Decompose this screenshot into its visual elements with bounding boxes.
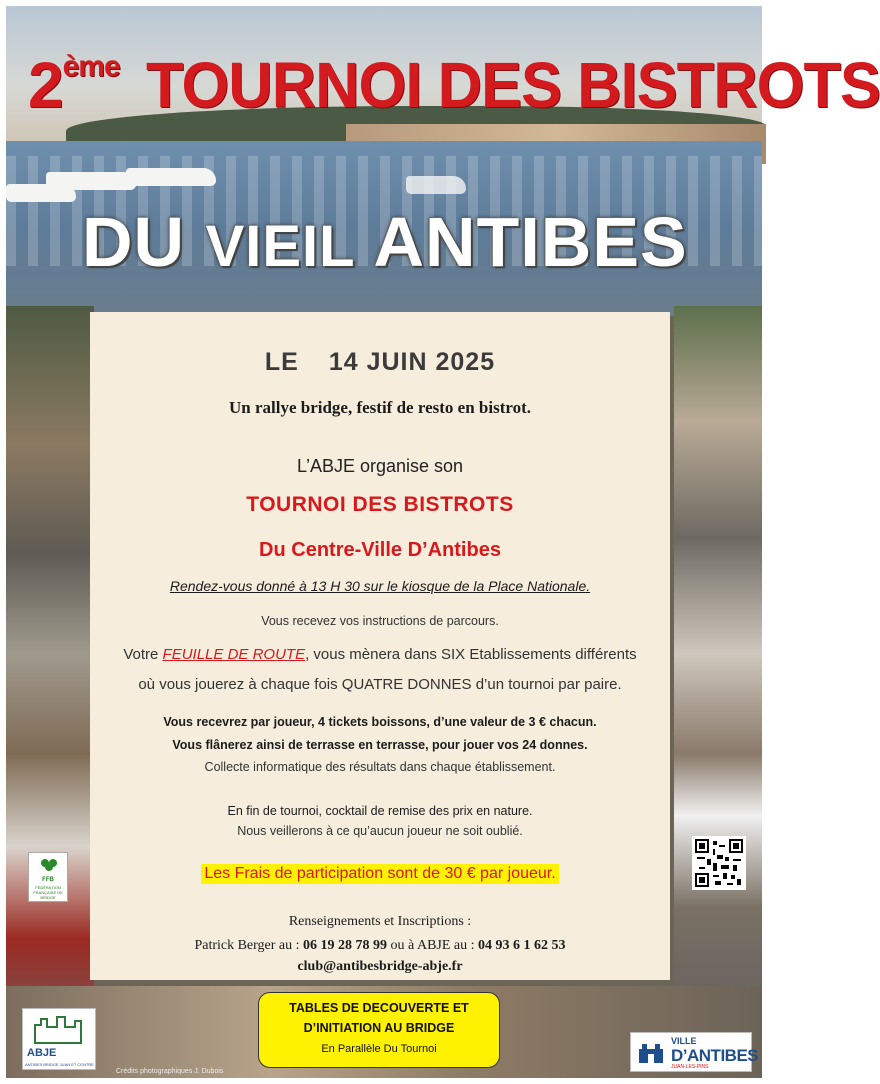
terrace-text: Vous flânerez ainsi de terrasse en terrasse, pour jouer vos 24 donnes. <box>172 738 588 752</box>
rallye-tagline: Un rallye bridge, festif de resto en bistrot. <box>228 398 532 417</box>
contact-heading: Renseignements et Inscriptions : <box>288 914 472 929</box>
qr-code[interactable] <box>692 836 746 890</box>
castle-icon <box>31 1013 89 1045</box>
contact-email[interactable]: club@antibesbridge-abje.fr <box>297 959 463 974</box>
subtitle-vieil: VIEIL <box>205 214 356 279</box>
fee-highlight: Les Frais de participation sont de 30 € par joueur. <box>201 864 558 884</box>
phone-abje[interactable]: 04 93 6 1 62 53 <box>478 938 566 953</box>
abje-logo: ABJE ANTIBES BRIDGE JUAN ET CENTRE <box>22 1008 96 1070</box>
yacht-shape <box>406 176 466 194</box>
meeting-point: Rendez-vous donné à 13 H 30 sur le kiosque de la Place Nationale. <box>169 578 591 594</box>
clover-icon <box>39 857 59 873</box>
ffb-logo: FFB FÉDÉRATION FRANÇAISE DE BRIDGE <box>28 852 68 902</box>
subtitle-du: DU <box>82 203 186 281</box>
initiation-box <box>258 992 500 1068</box>
instructions-text: Vous recevez vos instructions de parcours. <box>261 614 499 628</box>
route-sheet-highlight: FEUILLE DE ROUTE <box>162 646 306 663</box>
contact-phones: Patrick Berger au : 06 19 28 78 99 ou à ABJE au : 04 93 6 1 62 53 <box>194 938 566 953</box>
edition-number: 2ème <box>28 49 120 121</box>
initiation-line-1: TABLES DE DECOUVERTE ET <box>289 1001 469 1015</box>
deals-text: où vous jouerez à chaque fois QUATRE DONNES d’un tournoi par paire. <box>138 676 622 693</box>
initiation-line-3: En Parallèle Du Tournoi <box>321 1043 437 1055</box>
fee-line <box>90 864 670 884</box>
poster-title <box>16 28 880 121</box>
organiser-text: L’ABJE organise son <box>296 456 464 476</box>
tournament-location: Du Centre-Ville D’Antibes <box>259 539 501 561</box>
initiation-line-2: D’INITIATION AU BRIDGE <box>303 1021 455 1035</box>
yacht-shape <box>126 168 216 186</box>
photo-credits: Crédits photographiques J. Dubois <box>116 1068 224 1075</box>
town-crest-icon <box>637 1041 665 1065</box>
ville-antibes-logo: VILLE D’ANTIBES JUAN-LES-PINS <box>630 1032 752 1072</box>
route-sheet-text: Votre FEUILLE DE ROUTE, vous mènera dans SIX Etablissements différents <box>123 646 637 663</box>
tournament-name: TOURNOI DES BISTROTS <box>246 493 514 516</box>
tickets-text: Vous recevrez par joueur, 4 tickets boissons, d’une valeur de 3 € chacun. <box>163 715 597 729</box>
qr-code-icon <box>695 839 743 887</box>
results-text: Collecte informatique des résultats dans chaque établissement. <box>204 760 556 774</box>
info-panel <box>90 312 670 980</box>
poster <box>6 6 880 1078</box>
prizes-text: Nous veillerons à ce qu’aucun joueur ne soit oublié. <box>237 824 523 838</box>
subtitle-antibes: ANTIBES <box>373 203 688 281</box>
poster-subtitle <box>82 202 702 282</box>
event-date: LE 14 JUIN 2025 <box>264 348 496 376</box>
yacht-shape <box>46 172 136 190</box>
left-photo-column <box>6 306 94 1078</box>
cocktail-text: En fin de tournoi, cocktail de remise des prix en nature. <box>227 804 533 818</box>
title-tournoi: TOURNOI DES BISTROTS <box>146 49 880 121</box>
phone-patrick[interactable]: 06 19 28 78 99 <box>303 938 388 953</box>
right-photo-column <box>674 306 762 1078</box>
